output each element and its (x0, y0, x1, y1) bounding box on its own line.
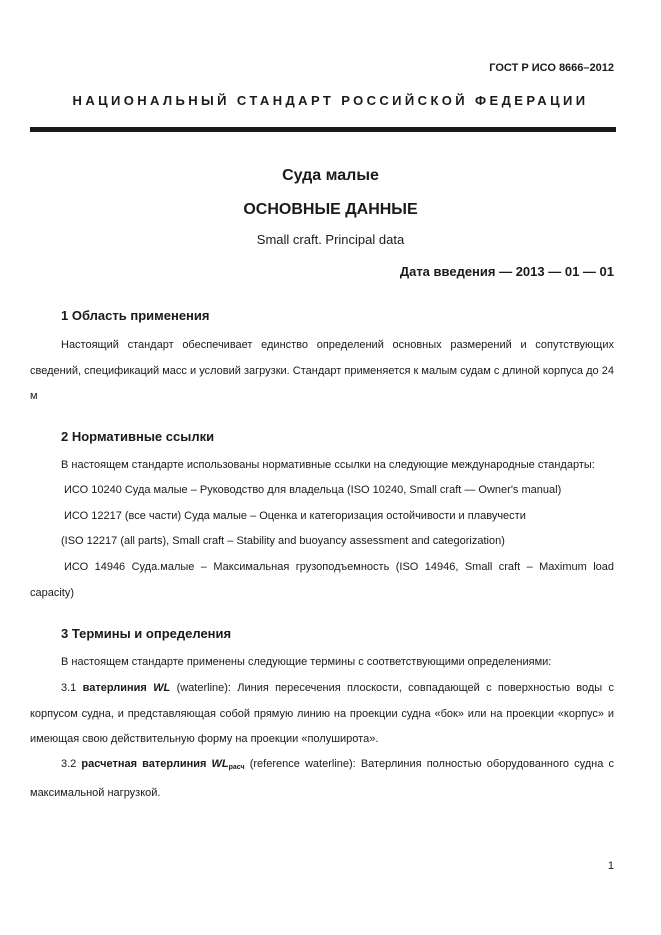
section-3-intro: В настоящем стандарте применены следующие термины с соответствующими определениями: (61, 656, 552, 668)
national-standard-heading: НАЦИОНАЛЬНЫЙ СТАНДАРТ РОССИЙСКОЙ ФЕДЕРАЦИИ (72, 93, 589, 108)
section-1-heading: 1 Область применения (61, 308, 210, 323)
term-3-2-name: расчетная ватерлиния (81, 758, 207, 770)
section-3-heading: 3 Термины и определения (61, 626, 232, 641)
reference-iso-14946: ИСО 14946 Суда.малые – Максимальная грузоподъемность (ISO 14946, Small craft – Maximum load capacity) (30, 561, 614, 599)
introduction-date: Дата введения — 2013 — 01 — 01 (399, 264, 614, 279)
header-divider (30, 127, 616, 132)
term-3-1-symbol: WL (153, 682, 171, 694)
document-number: ГОСТ Р ИСО 8666–2012 (489, 62, 614, 74)
title-english: Small craft. Principal data (256, 232, 405, 247)
term-3-2-subscript: расч (228, 764, 245, 771)
term-3-1-number: 3.1 (61, 682, 77, 694)
title-main: ОСНОВНЫЕ ДАННЫЕ (243, 201, 418, 218)
page-number: 1 (607, 860, 614, 872)
term-3-2 (30, 752, 614, 806)
section-1-text: Настоящий стандарт обеспечивает единство определений основных размерений и сопутствующих сведений, спецификаций масс и условий загрузки. Стандарт применяется к малым судам с длиной корпуса до 24 м (30, 339, 614, 402)
reference-iso-10240: ИСО 10240 Суда малые – Руководство для владельца (ISO 10240, Small craft — Owner's manual) (64, 484, 562, 496)
title-russian: Суда малые (282, 167, 379, 184)
term-3-2-symbol: WL (211, 758, 229, 770)
reference-iso-12217: ИСО 12217 (все части) Суда малые – Оценка и категоризация остойчивости и плавучести (64, 510, 526, 522)
section-2-heading: 2 Нормативные ссылки (61, 429, 215, 444)
section-2-intro: В настоящем стандарте использованы нормативные ссылки на следующие международные стандарты: (61, 459, 595, 471)
term-3-2-definition: (reference waterline): Ватерлиния полностью оборудованного судна с максимальной нагрузкой. (30, 758, 614, 799)
term-3-2-number: 3.2 (61, 758, 77, 770)
term-3-1-name: ватерлиния (82, 682, 147, 694)
reference-iso-12217-en: (ISO 12217 (all parts), Small craft – Stability and buoyancy assessment and categorization) (61, 535, 505, 547)
term-3-1-definition: (waterline): Линия пересечения плоскости, совпадающей с поверхностью воды с корпусом судна, и представляющая собой прямую линию на проекции судна «бок» или на проекции «корпус» и имеющая свою действительную форму на проекции «полуширота». (30, 682, 614, 745)
term-3-1 (30, 676, 614, 753)
